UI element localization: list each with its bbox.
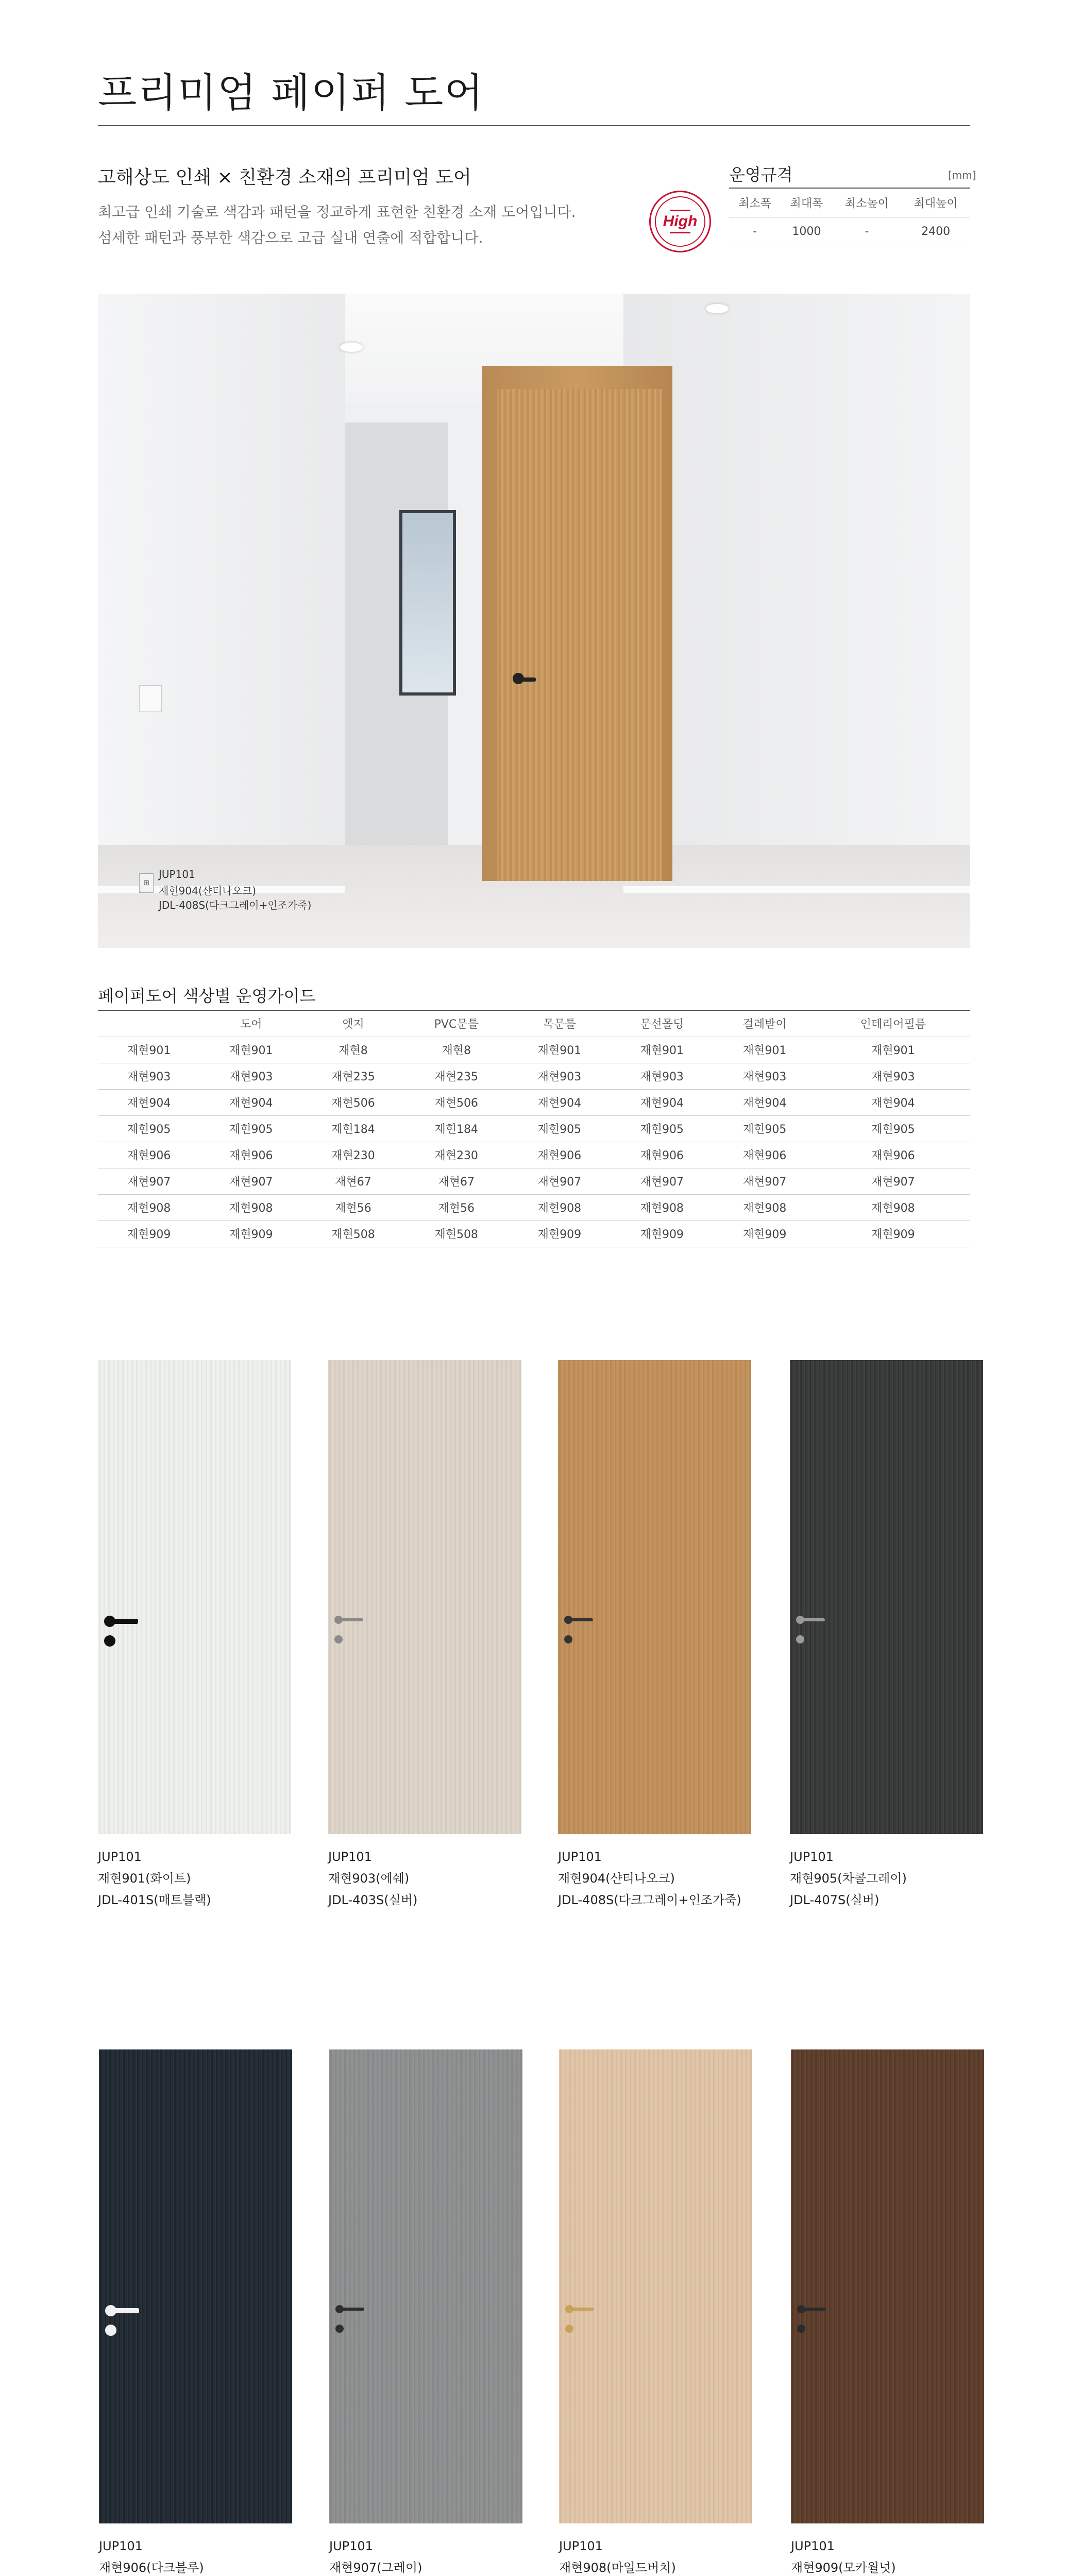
door-caption-model: JUP101 xyxy=(99,2539,143,2553)
spec-header: 최대폭 xyxy=(781,188,832,217)
table-row xyxy=(98,1168,970,1194)
guide-cell: 재현906 xyxy=(509,1142,611,1168)
guide-cell: 재현67 xyxy=(302,1168,404,1194)
guide-cell: 재현904 xyxy=(713,1089,816,1115)
door-caption-color: 재현905(차콜그레이) xyxy=(790,1871,907,1886)
spec-value: 2400 xyxy=(901,217,970,246)
door-lever-handle xyxy=(106,2308,139,2313)
door-lever-handle xyxy=(565,1618,593,1621)
guide-cell: 재현56 xyxy=(404,1194,509,1221)
guide-cell: 재현904 xyxy=(611,1089,713,1115)
color-guide-title: 페이퍼도어 색상별 운영가이드 xyxy=(98,986,316,1006)
guide-cell: 재현903 xyxy=(713,1063,816,1089)
guide-header-cell: 엣지 xyxy=(302,1010,404,1037)
guide-cell: 재현508 xyxy=(302,1221,404,1247)
guide-cell: 재현907 xyxy=(98,1168,200,1194)
door-caption-model: JUP101 xyxy=(329,2539,373,2553)
badge-label: High xyxy=(663,213,698,230)
guide-header-cell: 문선몰딩 xyxy=(611,1010,713,1037)
hero-caption-handle: JDL-408S(다크그레이+인조가죽) xyxy=(159,899,312,911)
product-subtitle: 고해상도 인쇄 × 친환경 소재의 프리미엄 도어 xyxy=(98,167,471,188)
hero-caption-model: JUP101 xyxy=(159,868,195,880)
door-lock-rose xyxy=(564,1635,572,1643)
guide-cell: 재현235 xyxy=(302,1063,404,1089)
door-lock-rose xyxy=(105,2325,116,2336)
door-swatch-image xyxy=(790,1360,983,1834)
door-caption-model: JUP101 xyxy=(791,2539,835,2553)
door-caption-color: 재현904(샨티나오크) xyxy=(558,1871,675,1886)
guide-cell: 재현907 xyxy=(816,1168,970,1194)
guide-cell: 재현908 xyxy=(200,1194,302,1221)
guide-cell: 재현908 xyxy=(98,1194,200,1221)
door-lever-handle xyxy=(797,1618,825,1621)
guide-cell: 재현904 xyxy=(816,1089,970,1115)
guide-cell: 재현230 xyxy=(404,1142,509,1168)
door-icon: ⊞ xyxy=(139,873,154,893)
guide-cell: 재현901 xyxy=(611,1037,713,1063)
guide-cell: 재현8 xyxy=(404,1037,509,1063)
door-swatch-image xyxy=(98,1360,291,1834)
spec-table xyxy=(729,188,970,246)
table-row xyxy=(98,1063,970,1089)
guide-cell: 재현903 xyxy=(611,1063,713,1089)
guide-cell: 재현67 xyxy=(404,1168,509,1194)
spec-value: - xyxy=(729,217,781,246)
guide-cell: 재현903 xyxy=(816,1063,970,1089)
door-lock-rose xyxy=(797,2325,805,2333)
guide-cell: 재현901 xyxy=(200,1037,302,1063)
door-lever-handle xyxy=(335,1618,363,1621)
guide-cell: 재현235 xyxy=(404,1063,509,1089)
hero-room-photo xyxy=(98,294,970,948)
guide-cell: 재현908 xyxy=(816,1194,970,1221)
guide-cell: 재현909 xyxy=(509,1221,611,1247)
guide-header-cell: 인테리어필름 xyxy=(816,1010,970,1037)
guide-cell: 재현506 xyxy=(404,1089,509,1115)
door-lock-rose xyxy=(796,1635,804,1643)
door-caption-model: JUP101 xyxy=(790,1850,834,1864)
door-caption-model: JUP101 xyxy=(558,1850,602,1864)
description-line-2: 섬세한 패턴과 풍부한 색감으로 고급 실내 연출에 적합합니다. xyxy=(98,229,483,246)
door-swatch-image xyxy=(559,2049,752,2523)
door-caption-handle: JDL-401S(매트블랙) xyxy=(98,1893,211,1907)
guide-cell: 재현908 xyxy=(713,1194,816,1221)
guide-cell: 재현901 xyxy=(816,1037,970,1063)
door-caption-handle: JDL-407S(실버) xyxy=(790,1893,880,1907)
door-caption-model: JUP101 xyxy=(328,1850,372,1864)
guide-cell: 재현905 xyxy=(713,1115,816,1142)
guide-cell: 재현905 xyxy=(611,1115,713,1142)
door-caption-color: 재현909(모카월넛) xyxy=(791,2561,896,2575)
door-leaf xyxy=(497,389,662,881)
door-swatch-image xyxy=(329,2049,522,2523)
spec-header: 최소높이 xyxy=(833,188,902,217)
guide-cell: 재현904 xyxy=(98,1089,200,1115)
guide-cell: 재현905 xyxy=(200,1115,302,1142)
guide-cell: 재현903 xyxy=(509,1063,611,1089)
table-row xyxy=(98,1194,970,1221)
color-guide-table xyxy=(98,1010,970,1247)
guide-cell: 재현901 xyxy=(509,1037,611,1063)
guide-cell: 재현907 xyxy=(611,1168,713,1194)
guide-cell: 재현907 xyxy=(509,1168,611,1194)
door-caption-handle: JDL-403S(실버) xyxy=(328,1893,418,1907)
guide-cell: 재현184 xyxy=(404,1115,509,1142)
guide-header-cell xyxy=(98,1010,200,1037)
table-row xyxy=(98,1221,970,1247)
door-caption-color: 재현903(에쉐) xyxy=(328,1871,410,1886)
door-caption-color: 재현908(마일드버치) xyxy=(559,2561,676,2575)
guide-cell: 재현906 xyxy=(98,1142,200,1168)
title-divider xyxy=(98,125,970,126)
description-line-1: 최고급 인쇄 기술로 색감과 패턴을 정교하게 표현한 친환경 소재 도어입니다. xyxy=(98,204,576,221)
door-lever-handle xyxy=(566,2308,594,2311)
door-lock-rose xyxy=(104,1635,115,1647)
guide-header-cell: 도어 xyxy=(200,1010,302,1037)
spec-header: 최대높이 xyxy=(901,188,970,217)
spec-header: 최소폭 xyxy=(729,188,781,217)
door-swatch-image xyxy=(558,1360,751,1834)
door-lever-handle xyxy=(336,2308,364,2311)
guide-cell: 재현906 xyxy=(816,1142,970,1168)
guide-cell: 재현901 xyxy=(713,1037,816,1063)
spec-value: - xyxy=(833,217,902,246)
door-lock-rose xyxy=(565,2325,573,2333)
table-row xyxy=(98,1089,970,1115)
table-row xyxy=(98,1037,970,1063)
guide-cell: 재현904 xyxy=(509,1089,611,1115)
door-caption-color: 재현907(그레이) xyxy=(329,2561,422,2575)
guide-cell: 재현56 xyxy=(302,1194,404,1221)
guide-cell: 재현906 xyxy=(713,1142,816,1168)
guide-cell: 재현905 xyxy=(509,1115,611,1142)
guide-cell: 재현506 xyxy=(302,1089,404,1115)
door-lever-handle xyxy=(105,1619,138,1624)
window-image xyxy=(399,510,456,696)
guide-cell: 재현8 xyxy=(302,1037,404,1063)
guide-cell: 재현904 xyxy=(200,1089,302,1115)
door-swatch-image xyxy=(328,1360,521,1834)
guide-cell: 재현909 xyxy=(611,1221,713,1247)
door-handle xyxy=(515,677,536,682)
guide-cell: 재현905 xyxy=(98,1115,200,1142)
guide-cell: 재현909 xyxy=(98,1221,200,1247)
guide-header-cell: 걸레받이 xyxy=(713,1010,816,1037)
light-switch xyxy=(139,685,162,712)
table-row xyxy=(98,1115,970,1142)
guide-cell: 재현901 xyxy=(98,1037,200,1063)
guide-cell: 재현908 xyxy=(509,1194,611,1221)
guide-cell: 재현230 xyxy=(302,1142,404,1168)
guide-cell: 재현907 xyxy=(200,1168,302,1194)
guide-cell: 재현903 xyxy=(98,1063,200,1089)
guide-cell: 재현907 xyxy=(713,1168,816,1194)
door-lock-rose xyxy=(335,2325,344,2333)
door-swatch-image xyxy=(791,2049,984,2523)
guide-cell: 재현508 xyxy=(404,1221,509,1247)
door-caption-handle: JDL-408S(다크그레이+인조가죽) xyxy=(558,1893,741,1907)
door-lock-rose xyxy=(334,1635,343,1643)
door-caption-model: JUP101 xyxy=(98,1850,142,1864)
guide-cell: 재현903 xyxy=(200,1063,302,1089)
guide-header-cell: PVC문틀 xyxy=(404,1010,509,1037)
high-quality-badge-icon xyxy=(649,191,711,252)
door-caption-model: JUP101 xyxy=(559,2539,603,2553)
guide-cell: 재현184 xyxy=(302,1115,404,1142)
guide-cell: 재현905 xyxy=(816,1115,970,1142)
guide-cell: 재현909 xyxy=(200,1221,302,1247)
door-lever-handle xyxy=(798,2308,826,2311)
spec-title: 운영규격 xyxy=(729,165,793,184)
guide-cell: 재현906 xyxy=(200,1142,302,1168)
guide-cell: 재현906 xyxy=(611,1142,713,1168)
table-row xyxy=(98,1142,970,1168)
guide-cell: 재현909 xyxy=(816,1221,970,1247)
spec-unit: [mm] xyxy=(948,169,976,181)
guide-header-cell: 목문틀 xyxy=(509,1010,611,1037)
guide-cell: 재현908 xyxy=(611,1194,713,1221)
spec-value: 1000 xyxy=(781,217,832,246)
guide-cell: 재현909 xyxy=(713,1221,816,1247)
hero-caption-color: 재현904(샨티나오크) xyxy=(159,885,257,897)
page-title: 프리미엄 페이퍼 도어 xyxy=(98,70,484,116)
door-swatch-image xyxy=(99,2049,292,2523)
door-caption-color: 재현906(다크블루) xyxy=(99,2561,204,2575)
door-caption-color: 재현901(화이트) xyxy=(98,1871,191,1886)
